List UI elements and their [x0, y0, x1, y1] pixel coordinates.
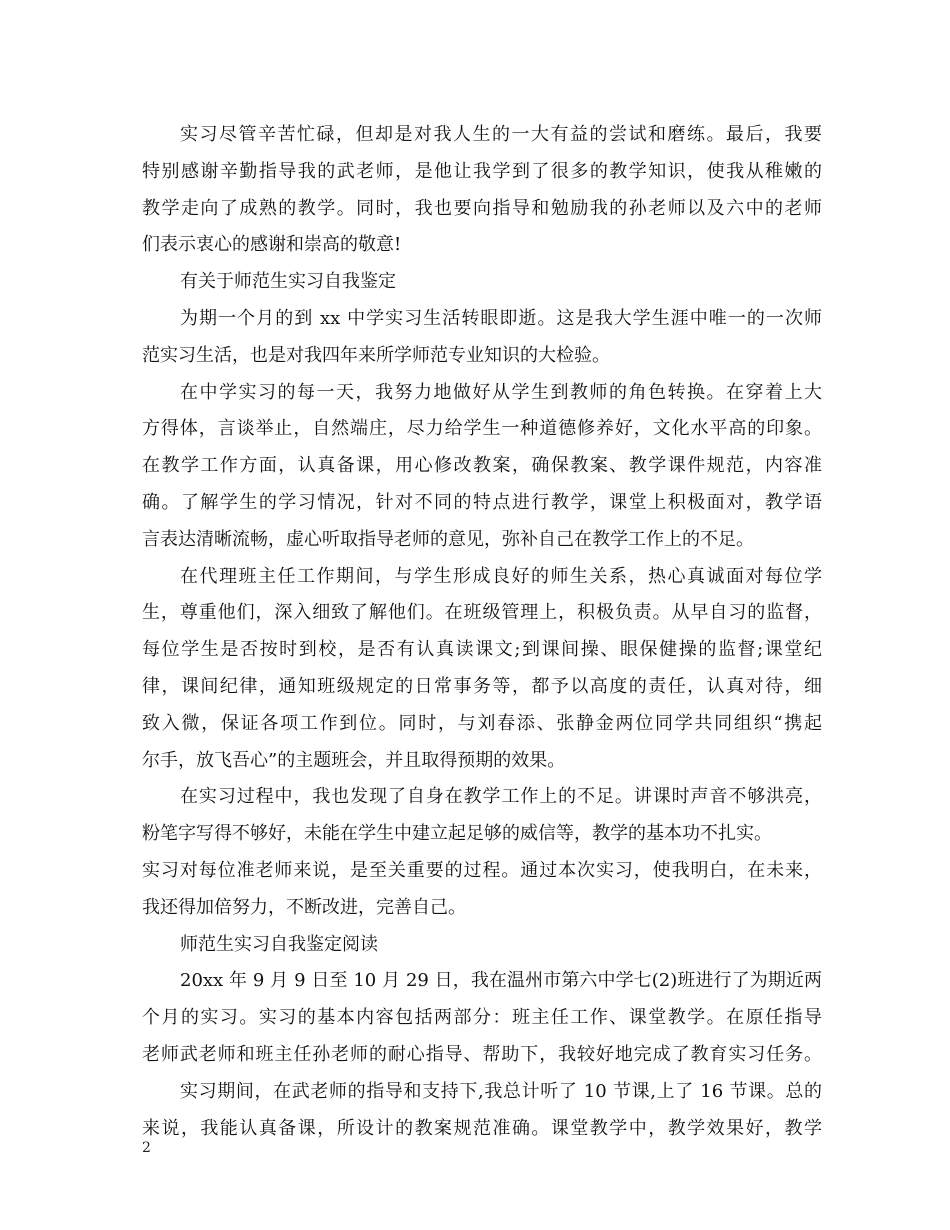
text-line: 在中学实习的每一天，我努力地做好从学生到教师的角色转换。在穿着上大 — [180, 381, 822, 403]
text-line: 实习期间，在武老师的指导和支持下,我总计听了 10 节课,上了 16 节课。总的 — [180, 1080, 822, 1102]
text-line: 特别感谢辛勤指导我的武老师，是他让我学到了很多的教学知识，使我从稚嫩的 — [142, 160, 822, 182]
text-line: 粉笔字写得不够好，未能在学生中建立起足够的威信等，教学的基本功不扎实。 — [142, 823, 772, 845]
text-line: 来说，我能认真备课，所设计的教案规范准确。课堂教学中，教学效果好，教学 — [142, 1117, 822, 1139]
text-line: 们表示衷心的感谢和崇高的敬意! — [142, 234, 402, 256]
document-body — [142, 117, 822, 1147]
text-line: 方得体，言谈举止，自然端庄，尽力给学生一种道德修养好，文化水平高的印象。 — [142, 418, 822, 440]
text-line: 在教学工作方面，认真备课，用心修改教案，确保教案、教学课件规范，内容准 — [142, 455, 822, 477]
page-number: 2 — [142, 1140, 151, 1156]
text-line: 在代理班主任工作期间，与学生形成良好的师生关系，热心真诚面对每位学 — [180, 565, 822, 587]
text-line: 20xx 年 9 月 9 日至 10 月 29 日，我在温州市第六中学七(2)班进行了为期近两 — [180, 970, 822, 992]
text-line: 生，尊重他们，深入细致了解他们。在班级管理上，积极负责。从早自习的监督， — [142, 602, 822, 624]
text-line: 范实习生活，也是对我四年来所学师范专业知识的大检验。 — [142, 344, 610, 366]
text-line: 律，课间纪律，通知班级规定的日常事务等，都予以高度的责任，认真对待，细 — [142, 675, 822, 697]
text-line: 致入微，保证各项工作到位。同时，与刘春添、张静金两位同学共同组织“携起 — [142, 712, 822, 734]
text-line: 每位学生是否按时到校，是否有认真读课文;到课间操、眼保健操的监督;课堂纪 — [142, 639, 822, 661]
text-line: 为期一个月的到 xx 中学实习生活转眼即逝。这是我大学生涯中唯一的一次师 — [180, 307, 822, 329]
text-line: 尔手，放飞吾心”的主题班会，并且取得预期的效果。 — [142, 749, 566, 771]
text-line: 个月的实习。实习的基本内容包括两部分：班主任工作、课堂教学。在原任指导 — [142, 1007, 822, 1029]
text-line: 在实习过程中，我也发现了自身在教学工作上的不足。讲课时声音不够洪亮， — [180, 786, 822, 808]
text-line: 老师武老师和班主任孙老师的耐心指导、帮助下，我较好地完成了教育实习任务。 — [142, 1043, 822, 1065]
text-line: 我还得加倍努力，不断改进，完善自己。 — [142, 896, 466, 918]
text-line: 实习对每位准老师来说，是至关重要的过程。通过本次实习，使我明白，在未来， — [142, 859, 822, 881]
text-line: 确。了解学生的学习情况，针对不同的特点进行教学，课堂上积极面对，教学语 — [142, 491, 822, 513]
text-line: 教学走向了成熟的教学。同时，我也要向指导和勉励我的孙老师以及六中的老师 — [142, 197, 822, 219]
text-line: 言表达清晰流畅，虚心听取指导老师的意见，弥补自己在教学工作上的不足。 — [142, 528, 754, 550]
text-line: 师范生实习自我鉴定阅读 — [180, 933, 378, 955]
text-line: 有关于师范生实习自我鉴定 — [180, 271, 396, 293]
text-line: 实习尽管辛苦忙碌，但却是对我人生的一大有益的尝试和磨练。最后，我要 — [180, 124, 822, 145]
